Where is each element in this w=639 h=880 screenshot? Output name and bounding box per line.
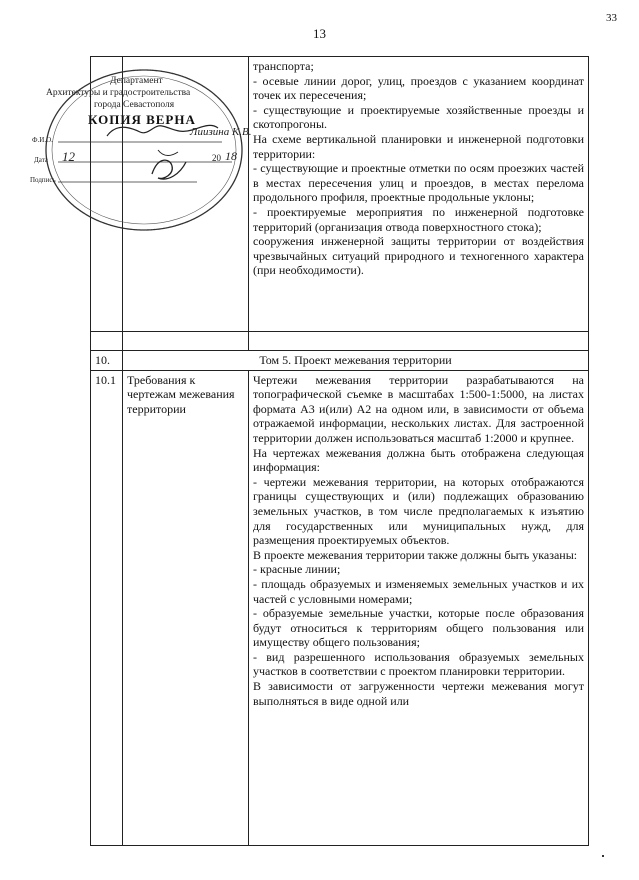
requirements-table <box>90 56 589 846</box>
paragraph: В зависимости от загруженности чертежи межевания могут выполняться в виде одной или <box>253 679 584 708</box>
table-cell-content <box>249 57 589 332</box>
table-cell-label <box>123 57 252 332</box>
stamp-handwritten-name: Лиизина К.В. <box>190 126 252 138</box>
stamp-date-year: 18 <box>225 149 237 163</box>
paragraph: - осевые линии дорог, улиц, проездов с указанием координат точек их пересечения; <box>253 73 584 103</box>
table-row <box>91 57 589 332</box>
section-number: 10. <box>91 351 123 371</box>
paragraph: - образуемые земельные участки, которые после образования будут относиться к территориям общего пользования или имуществу общего пользования; <box>253 606 584 650</box>
row-number: 10.1 <box>91 370 123 845</box>
stamp-signature-label: Подпись <box>30 176 56 184</box>
table-row <box>91 370 589 845</box>
stamp-fio-label: Ф.И.О. <box>32 136 53 144</box>
stamp-title: КОПИЯ ВЕРНА <box>88 112 196 127</box>
stamp-date-label: Дата <box>34 156 48 164</box>
paragraph: транспорта; <box>253 59 314 73</box>
table-cell-number <box>91 57 123 332</box>
stamp-department-name: Архитектуры и градостроительства <box>46 88 191 98</box>
paragraph: - существующие и проектные отметки по осям проезжих частей в местах пересечения улиц и проездов, в местах перелома продольного профиля, проектные продольные уклоны; <box>253 161 584 205</box>
paragraph: - чертежи межевания территории, на которых отображаются границы существующих и (или) подлежащих образованию земельных участков, в том числе предполагаемых к изъятию для государственных или муниципальных нужд, для размещения проектируемых объектов. <box>253 474 584 548</box>
stamp-department: Департамент <box>110 76 163 86</box>
paragraph: - красные линии; <box>253 562 341 577</box>
paragraph: - площадь образуемых и изменяемых земельных участков и их частей с условными номерами; <box>253 576 584 606</box>
paragraph: Чертежи межевания территории разрабатываются на топографической съемке в масштабах 1:500-1:5000, на листах формата А3 и(или) А2 на одном или, в зависимости от объема отражаемой информации, нескольких листах. Для застроенной территории должен использоваться масштаб 1:2000 и крупнее. <box>253 372 584 445</box>
paragraph: - вид разрешенного использования образуемых земельных участков в соответствии с проектом планировки территории. <box>253 649 584 679</box>
paragraph: В проекте межевания территории также должны быть указаны: <box>253 547 578 562</box>
paragraph: На схеме вертикальной планировки и инженерной подготовки территории: <box>253 131 584 161</box>
paragraph: - существующие и проектируемые хозяйственные проезды и скотопрогоны. <box>253 102 584 132</box>
stamp-date-day: 12 <box>62 149 75 164</box>
paragraph: сооружения инженерной защиты территории от воздействия чрезвычайных ситуаций природного и техногенного характера (при необходимости). <box>253 234 584 278</box>
paragraph: На чертежах межевания должна быть отображена следующая информация: <box>253 445 584 475</box>
stamp-city: города Севастополя <box>94 100 175 110</box>
paragraph: - проектируемые мероприятия по инженерной подготовке территорий (организация отвода поверхностного стока); <box>253 204 584 234</box>
table-cell-content <box>249 370 589 845</box>
stamp-date-year-prefix: 20 <box>212 153 221 163</box>
section-title: Том 5. Проект межевания территории <box>123 351 589 371</box>
scan-dot <box>602 855 604 857</box>
page-number-center: 13 <box>313 26 326 41</box>
table-row-spacer <box>91 332 589 351</box>
table-row-section <box>91 351 589 371</box>
requirement-label: Требования к чертежам межевания территории <box>127 372 235 416</box>
row-label <box>123 370 249 845</box>
page-number-corner: 33 <box>606 12 617 24</box>
